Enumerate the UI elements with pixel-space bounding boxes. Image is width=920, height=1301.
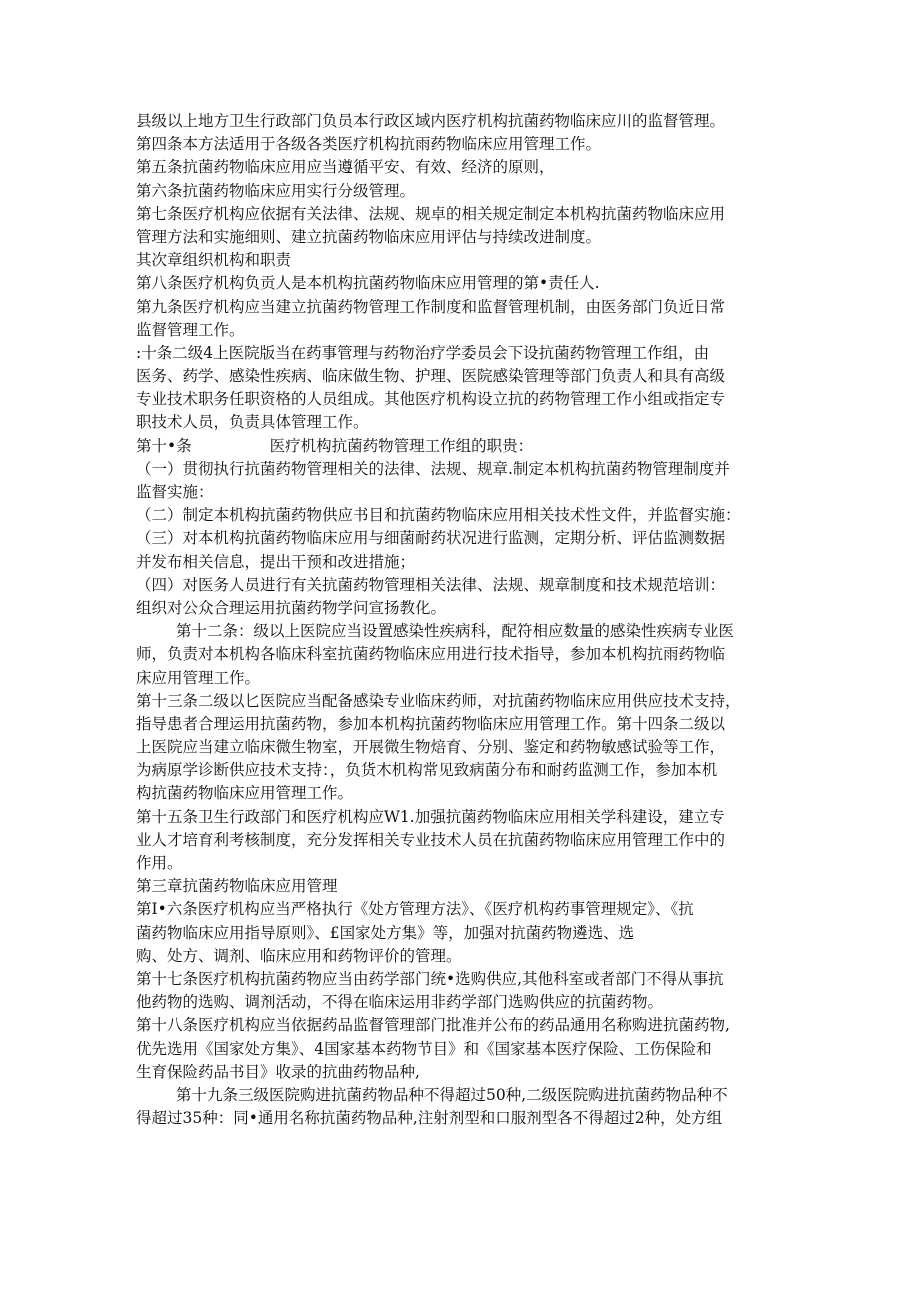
- article-number: 第十•条: [136, 436, 192, 455]
- text-line: 第十八条医疗机构应当依据药品监督管理部门批准并公布的药品通用名称购进抗菌药物,: [136, 1016, 730, 1035]
- chapter-heading: 第三章抗菌药物临床应用管理: [136, 877, 338, 896]
- text-line-split: [136, 435, 796, 458]
- text-line: 组织对公众合理运用抗菌药物学问宣扬教化。: [136, 598, 447, 617]
- text-line: 第九条医疗机构应当建立抗菌药物管理工作制度和监督管理机制，由医务部门负近日常: [136, 297, 726, 316]
- text-line: 第七条医疗机构应依据有关法律、法规、规卓的相关规定制定本机构抗菌药物临床应用: [136, 204, 726, 223]
- text-line: 监督管理工作。: [136, 320, 245, 339]
- text-line: 作用。: [136, 854, 183, 872]
- text-line: 为病原学诊断供应技术支持：，负货木机构常见致病菌分布和耐药监测工作，参加本机: [136, 761, 718, 780]
- text-line: 上医院应当建立临床微生物室，开展微生物焙育、分别、鉴定和药物敏感试验等工作，: [136, 738, 726, 757]
- text-line: 师，负责对本机构各临床科室抗菌药物临床应用进行技术指导，参加本机构抗雨药物临: [136, 645, 726, 664]
- text-line: 得超过35种：同•通用名称抗菌药物品种,注射剂型和口服剂型各不得超过2种，处方组: [136, 1109, 723, 1128]
- article-text: 医疗机构抗菌药物管理工作组的职贵：: [269, 436, 534, 455]
- text-line: 购、处方、调剂、临床应用和药物评价的管理。: [136, 946, 462, 965]
- text-line: 优先选用《国家处方集》、4国家基本药物节目》和《国家基本医疗保险、工伤保险和: [136, 1039, 712, 1058]
- text-line: 他药物的选购、调剂活动，不得在临床运用非药学部门选购供应的抗菌药物。: [136, 993, 664, 1012]
- text-line: 第四条本方法适用于各级各类医疗机构抗雨药物临床应用管理工作。: [136, 135, 602, 154]
- text-line: 监督实施：: [136, 483, 214, 501]
- text-line: 第十五条卫生行政部门和医疗机构应W1.加强抗菌药物临床应用相关学科建设，建立专: [136, 807, 725, 826]
- text-line: 管理方法和实施细则、建立抗菌药物临床应用评估与持续改进制度。: [136, 227, 602, 246]
- text-line: 第I•六条医疗机构应当严格执行《处方管理方法》、《医疗机构药事管理规定》、《抗: [136, 900, 694, 919]
- text-line: 第十二条：级以上医院应当设置感染性疾病科，配符相应数量的感染性疾病专业医: [176, 622, 735, 641]
- text-line: 床应用管理工作。: [136, 668, 261, 687]
- text-line: 生育保险药品书目》收录的抗曲药物品种,: [136, 1062, 420, 1081]
- text-line: （四）对医务人员进行有关抗菌药物管理相关法律、法规、规章制度和技术规范培训：: [136, 575, 726, 594]
- text-line: 并发布相关信息，提出干预和改进措施；: [136, 552, 416, 571]
- text-line: 构抗菌药物临床应用管理工作。: [136, 784, 354, 803]
- text-line: 县级以上地方卫生行政部门负员本行政区域内医疗机构抗菌药物临床应川的监督管理。: [136, 112, 726, 130]
- text-line: （三）对本机构抗菌药物临床应用与细菌耐药状况进行监测，定期分析、评估监测数据: [136, 529, 726, 548]
- text-line: 专业技术职务任职资格的人员组成。其他医疗机构设立抗的药物管理工作小组或指定专: [136, 390, 726, 409]
- text-line: 职技术人员，负责具体管理工作。: [136, 413, 369, 432]
- document-body: [136, 110, 796, 1130]
- text-line: 第十三条二级以匕医院应当配备感染专业临床药师，对抗菌药物临床应用供应技术支持，: [136, 691, 741, 710]
- text-line: 第十七条医疗机构抗菌药物应当由药学部门统•选购供应,其他科室或者部门不得从事抗: [136, 969, 724, 988]
- text-line: （二）制定本机构抗菌药物供应书目和抗菌药物临床应用相关技术性文件，并监督实施：: [136, 506, 741, 525]
- chapter-heading: 其次章组织机构和职责: [136, 251, 292, 270]
- text-line: 第六条抗菌药物临床应用实行分级管理。: [136, 181, 416, 200]
- text-line: 菌药物临床应用指导原则》、£国家处方集》等，加强对抗菌药物遴选、选: [136, 923, 635, 942]
- text-line: （一）贯彻执行抗菌药物管理相关的法律、法规、规章.制定本机构抗菌药物管理制度并: [136, 459, 730, 478]
- text-line: :十条二级4上医院版当在药事管理与药物治疗学委员会下设抗菌药物管理工作组，由: [136, 343, 710, 362]
- text-line: 指导患者合理运用抗菌药物，参加本机构抗菌药物临床应用管理工作。第十四条二级以: [136, 714, 726, 733]
- text-line: 业人才培育利考核制度，充分发挥相关专业技术人员在抗菌药物临床应用管理工作中的: [136, 830, 726, 849]
- text-line: 第八条医疗机构负贡人是本机构抗菌药物临床应用管理的第•责任人.: [136, 274, 600, 293]
- text-line: 第十九条三级医院购进抗菌药物品种不得超过50种,二级医院购进抗菌药物品种不: [176, 1085, 728, 1104]
- text-line: 第五条抗菌药物临床应用应当遵循平安、有效、经济的原则，: [136, 158, 555, 177]
- text-line: 医务、药学、感染性疾病、临床做生物、护理、医院感染管理等部门负责人和具有高级: [136, 367, 726, 386]
